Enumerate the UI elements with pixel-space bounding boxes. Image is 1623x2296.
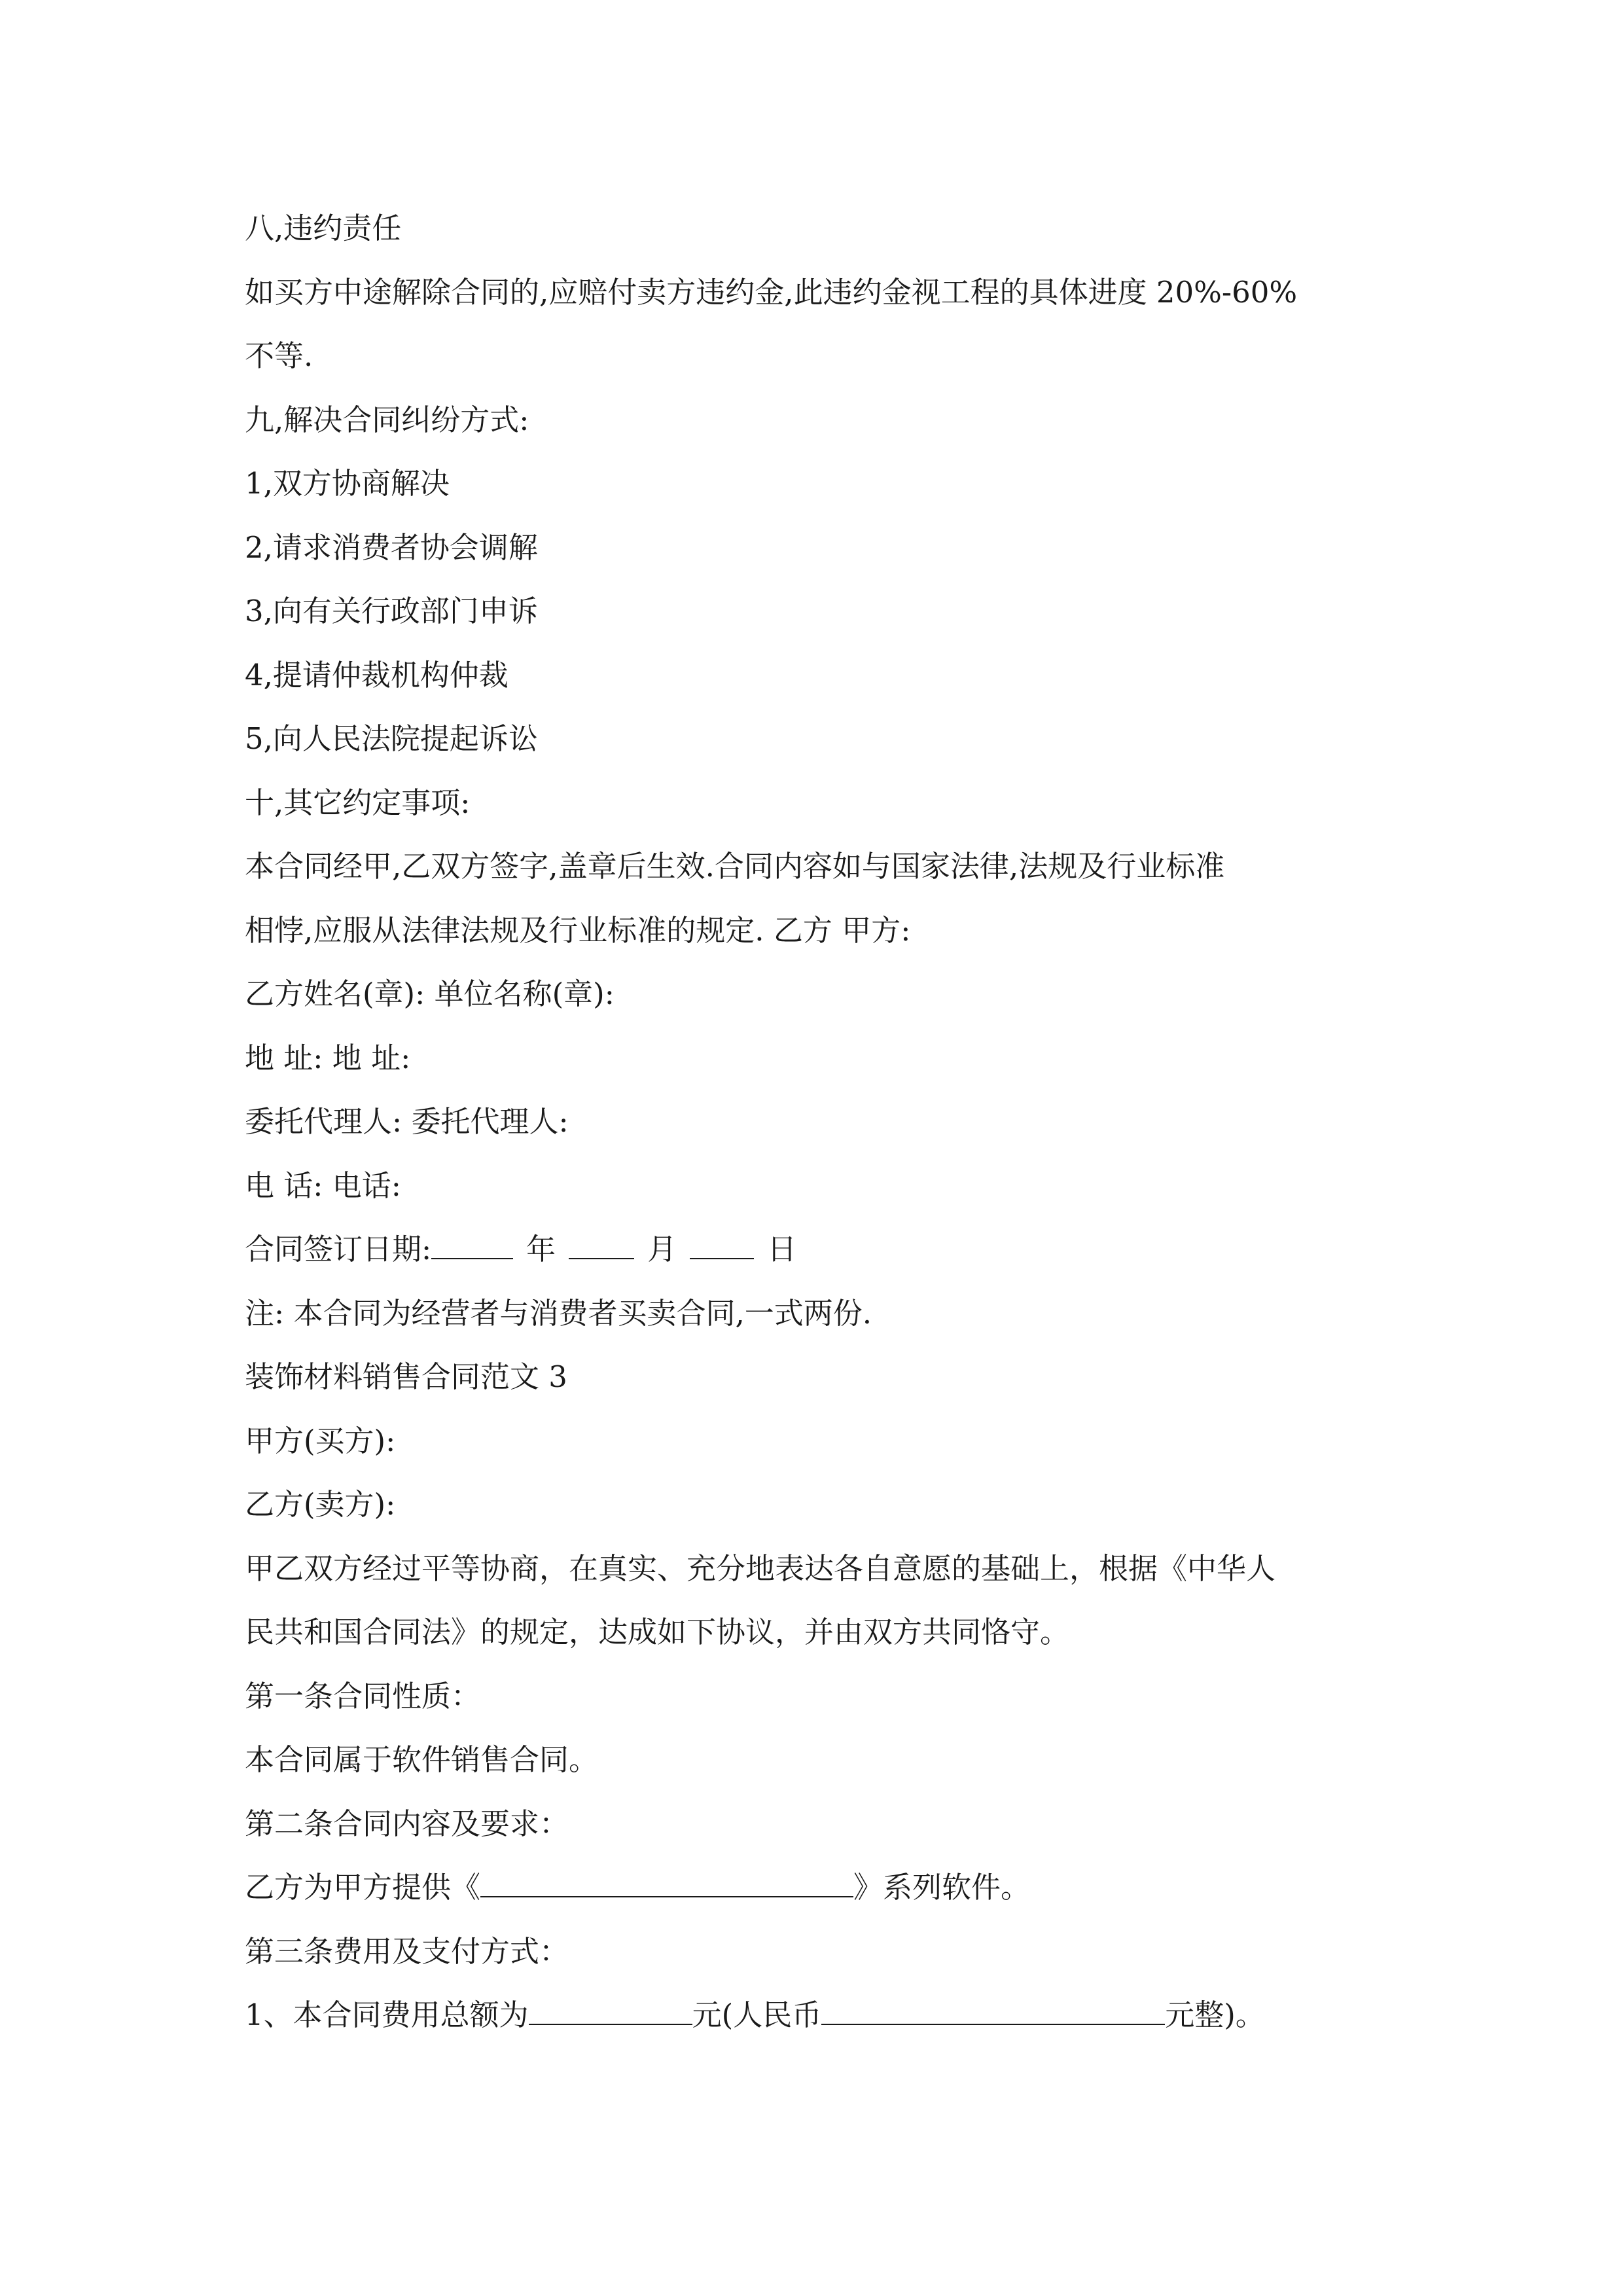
software-name-blank — [480, 1865, 853, 1897]
article-heading-1: 第一条合同性质： — [245, 1678, 481, 1713]
signature-field-phone: 电 话: 电话: — [245, 1168, 401, 1203]
year-blank — [431, 1227, 513, 1259]
signature-field-agent: 委托代理人: 委托代理人: — [245, 1104, 569, 1139]
day-blank — [690, 1227, 754, 1259]
signing-date-label: 合同签订日期: — [245, 1232, 432, 1266]
list-item: 1,双方协商解决 — [245, 466, 450, 501]
amount-blank — [529, 1993, 692, 2025]
list-item: 5,向人民法院提起诉讼 — [245, 721, 538, 756]
day-label: 日 — [767, 1232, 797, 1266]
list-item: 4,提请仲裁机构仲裁 — [245, 657, 508, 692]
document-subtitle: 装饰材料销售合同范文 3 — [245, 1359, 567, 1394]
section-heading-dispute-resolution: 九,解决合同纠纷方式: — [245, 402, 529, 437]
month-label: 月 — [647, 1232, 677, 1266]
year-label: 年 — [526, 1232, 556, 1266]
signature-field-name: 乙方姓名(章): 单位名称(章): — [245, 977, 615, 1011]
software-provision-line: 乙方为甲方提供《 》系列软件。 — [245, 1856, 1410, 1920]
note-line: 注: 本合同为经营者与消费者买卖合同,一式两份. — [245, 1295, 872, 1331]
paragraph-line: 不等. — [245, 338, 313, 373]
section-heading-breach-liability: 八,违约责任 — [245, 211, 402, 245]
section-heading-other-matters: 十,其它约定事项: — [245, 785, 471, 820]
signature-field-address: 地 址: 地 址: — [245, 1040, 411, 1075]
list-item: 2,请求消费者协会调解 — [245, 529, 538, 565]
paragraph-line: 如买方中途解除合同的,应赔付卖方违约金,此违约金视工程的具体进度 20%-60% — [245, 274, 1298, 310]
contract-text — [245, 196, 1410, 2047]
month-blank — [569, 1227, 634, 1259]
party-b-line: 乙方(卖方): — [245, 1487, 396, 1522]
paragraph-line: 甲乙双方经过平等协商，在真实、充分地表达各自意愿的基础上，根据《中华人 — [245, 1551, 1276, 1586]
list-item: 3,向有关行政部门申诉 — [245, 594, 538, 628]
fee-total-line: 1、本合同费用总额为 元(人民币 元整)。 — [245, 1983, 1410, 2047]
article-heading-2: 第二条合同内容及要求： — [245, 1806, 569, 1841]
paragraph-line: 本合同经甲,乙双方签字,盖章后生效.合同内容如与国家法律,法规及行业标准 — [245, 849, 1225, 884]
party-a-line: 甲方(买方): — [245, 1423, 396, 1458]
amount-in-words-blank — [821, 1993, 1165, 2025]
paragraph-line: 相悖,应服从法律法规及行业标准的规定. 乙方 甲方: — [245, 912, 911, 948]
signing-date-line — [245, 1217, 1410, 1282]
article-heading-3: 第三条费用及支付方式： — [245, 1933, 569, 1969]
paragraph-line: 民共和国合同法》的规定，达成如下协议，并由双方共同恪守。 — [245, 1615, 1070, 1649]
paragraph-line: 本合同属于软件销售合同。 — [245, 1742, 599, 1777]
